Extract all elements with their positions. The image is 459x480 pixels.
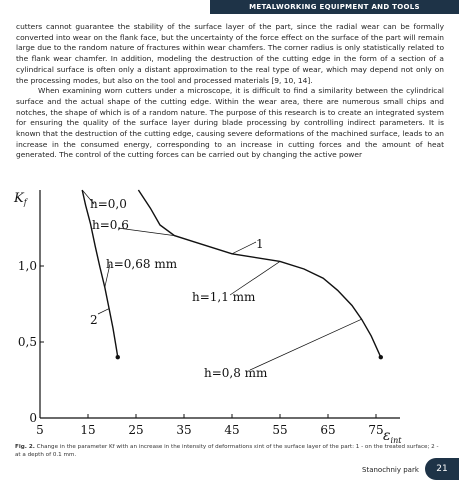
- chart-ticks: [18, 259, 384, 437]
- x-tick-label: 25: [128, 423, 144, 437]
- article-body: [16, 22, 444, 161]
- chart-annotation: 1: [256, 237, 264, 251]
- y-tick-label: 1,0: [17, 259, 37, 273]
- page-number: 21: [436, 464, 448, 474]
- x-tick-label: 45: [224, 423, 240, 437]
- x-tick-label: 75: [368, 423, 384, 437]
- chart-annotation: h=0,68 mm: [106, 257, 178, 271]
- page-number-badge: [425, 458, 459, 480]
- figure-2-chart: [0, 186, 459, 445]
- x-tick-label: 15: [80, 423, 96, 437]
- y-tick-label: 0,5: [17, 335, 37, 349]
- paragraph-2: When examining worn cutters under a microscope, it is difficult to find a similarity between the cylindrical surface and the actual shape of the cutting edge. Within the wear area, there are numerous small chips and notches, the shape of which is of a random nature. The purpose of this research is to create an integrated system for ensuring the quality of the surface layer during blade processing by controlling indirect parameters. It is known that the destruction of the cutting edge, causing severe deformations of the machined surface, leads to an increase in the consumed energy, corresponding to an increase in cutting forces and the amount of heat generated. The control of the cutting forces can be carried out by changing the active power: [16, 86, 444, 160]
- paragraph-1: cutters cannot guarantee the stability of the surface layer of the part, since the radial wear can be formally converted into wear on the flank face, but the uncertainty of the force effect on the surface of the part will remain large due to the random nature of fractures within wear chamfers. The corner radius is only statistically related to the flank wear chamfer. In addition, modeling the destruction of the cutting edge in the form of a section of a cylindrical surface is often only a distant approximation to the real type of wear, which may depend not only on the processing modes, but also on the tool and processed materials [9, 10, 14].: [16, 22, 444, 85]
- annotation-leader: [98, 309, 109, 314]
- section-header: [210, 0, 459, 14]
- journal-name: Stanochniy park: [362, 466, 419, 474]
- caption-label: Fig. 2.: [15, 444, 35, 450]
- chart-annotation: h=0,0: [90, 197, 127, 211]
- x-tick-label: 65: [320, 423, 336, 437]
- figure-caption: [15, 443, 445, 459]
- chart-annotation: h=1,1 mm: [192, 290, 256, 304]
- x-axis-label: $\varepsilon_{int}$: [383, 428, 402, 445]
- chart-annotation: h=0,6: [92, 218, 129, 232]
- x-tick-label: 5: [36, 423, 44, 437]
- x-tick-label: 55: [272, 423, 288, 437]
- chart-annotations: [82, 190, 361, 380]
- caption-text: Change in the parameter Kf with an increase in the intensity of deformations εint of the surface layer of the part: 1 - on the treated surface; 2 - at a depth of 0.1 mm.: [15, 444, 439, 458]
- annotation-leader: [250, 319, 362, 370]
- series-2-endpoint: [116, 355, 120, 359]
- annotation-leader: [232, 242, 256, 254]
- series-1-line: [138, 190, 380, 357]
- y-tick-label: 0: [29, 411, 37, 425]
- chart-annotation: h=0,8 mm: [204, 366, 268, 380]
- y-axis-label: $K_f$: [14, 191, 27, 207]
- chart-series: [82, 190, 383, 359]
- chart-annotation: 2: [90, 313, 98, 327]
- series-1-endpoint: [379, 355, 383, 359]
- section-title: METALWORKING EQUIPMENT AND TOOLS: [249, 3, 420, 11]
- x-tick-label: 35: [176, 423, 192, 437]
- series-2-line: [82, 190, 118, 357]
